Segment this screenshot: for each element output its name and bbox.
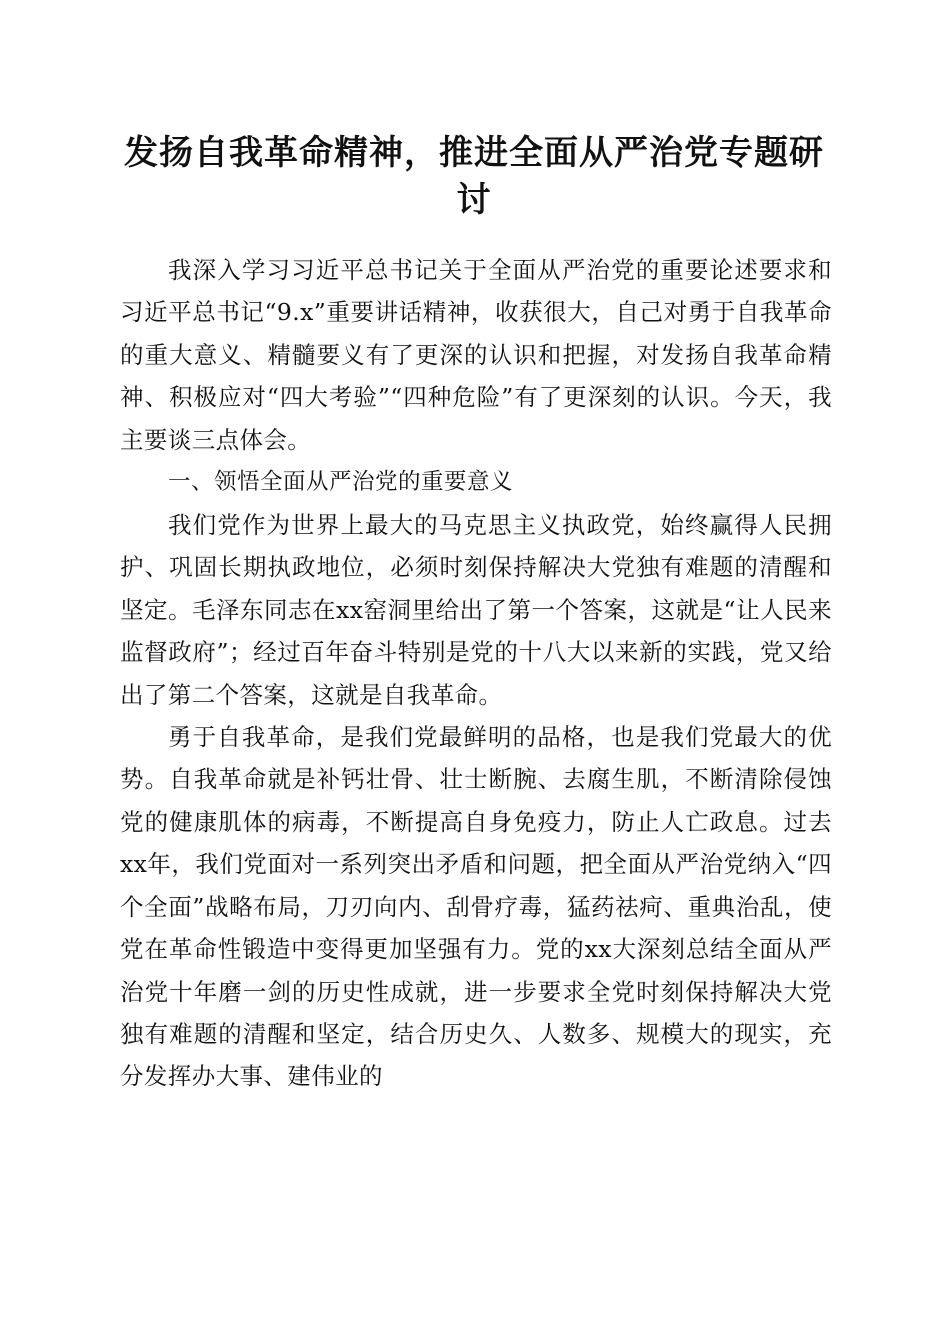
section-heading: 一、领悟全面从严治党的重要意义 [168, 469, 514, 496]
intro-paragraph: 我深入学习习近平总书记关于全面从严治党的重要论述要求和习近平总书记“9.x”重要讲话精神，收获很大，自己对勇于自我革命的重大意义、精髓要义有了更深的认识和把握，对发扬自我革命精神、积极应对“四大考验”“四种危险”有了更深刻的认识。今天，我主要谈三点体会。 [120, 256, 832, 454]
body-paragraph: 勇于自我革命，是我们党最鲜明的品格，也是我们党最大的优势。自我革命就是补钙壮骨、壮士断腕、去腐生肌，不断清除侵蚀党的健康肌体的病毒，不断提高自身免疫力，防止人亡政息。过去xx年，我们党面对一系列突出矛盾和问题，把全面从严治党纳入“四个全面”战略布局，刀刃向内、刮骨疗毒，猛药祛疴、重典治乱，使党在革命性锻造中变得更加坚强有力。党的xx大深刻总结全面从严治党十年磨一剑的历史性成就，进一步要求全党时刻保持解决大党独有难题的清醒和坚定，结合历史久、人数多、规模大的现实，充分发挥办大事、建伟业的 [120, 723, 832, 1091]
document-body [120, 249, 832, 1098]
body-paragraph: 我们党作为世界上最大的马克思主义执政党，始终赢得人民拥护、巩固长期执政地位，必须时刻保持解决大党独有难题的清醒和坚定。毛泽东同志在xx窑洞里给出了第一个答案，这就是“让人民来监督政府”；经过百年奋斗特别是党的十八大以来新的实践，党又给出了第二个答案，这就是自我革命。 [120, 511, 832, 709]
document-title: 发扬自我革命精神，推进全面从严治党专题研讨 [124, 133, 824, 220]
